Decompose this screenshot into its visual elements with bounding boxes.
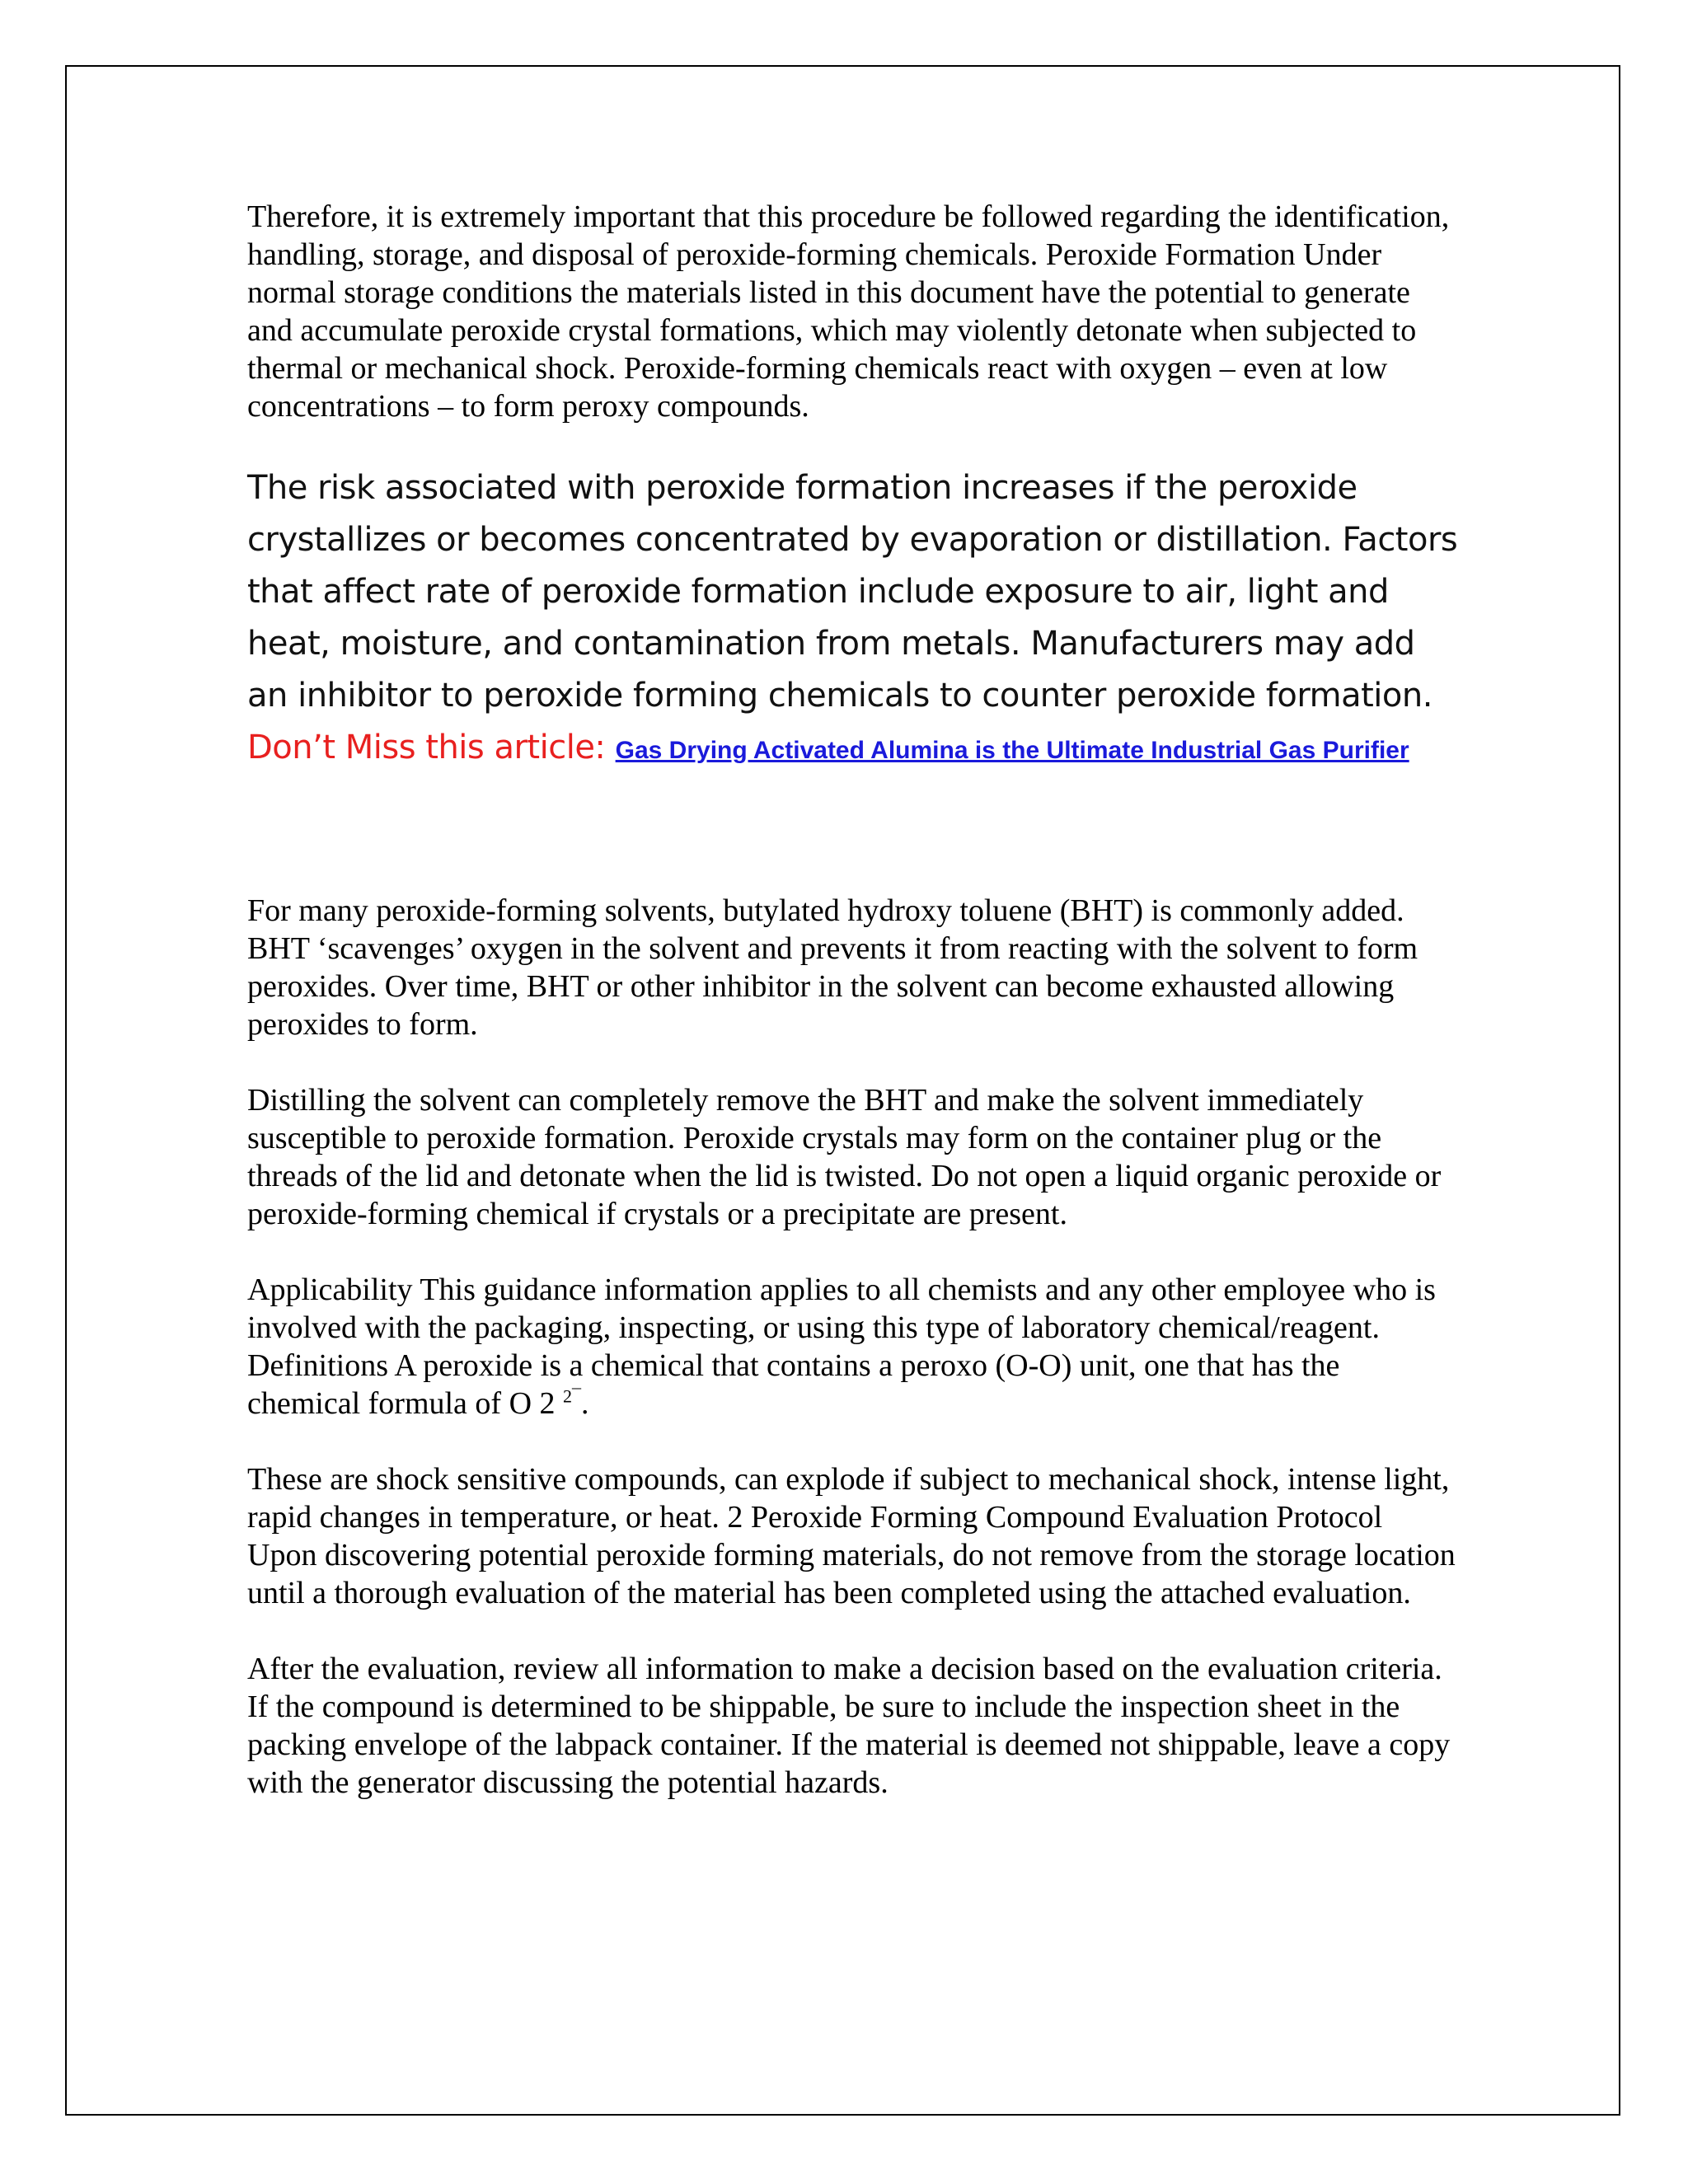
document-body bbox=[247, 198, 1459, 1802]
paragraph-shock-sensitive: These are shock sensitive compounds, can explode if subject to mechanical shock, intense light, rapid changes in temperature, or heat. 2 Peroxide Forming Compound Evaluation Protocol Upon discovering potential peroxide forming materials, do not remove from the storage location until a thorough evaluation of the material has been completed using the attached evaluation. bbox=[247, 1462, 1456, 1610]
paragraph-applicability bbox=[247, 1271, 1459, 1422]
risk-callout-text: The risk associated with peroxide formation increases if the peroxide crystallizes or becomes concentrated by evaporation or distillation. Factors that affect rate of peroxide formation include exposure to air, light and heat, moisture, and contamination from metals. Manufacturers may add an inhibitor to peroxide forming chemicals to counter peroxide formation. bbox=[247, 469, 1458, 715]
applicability-text: Applicability This guidance information applies to all chemists and any other employee who is involved with the packaging, inspecting, or using this type of laboratory chemical/reagent. Definitions A peroxide is a chemical that contains a peroxo (O-O) unit, one that has the chemical formula of O 2 bbox=[247, 1272, 1436, 1421]
charge-superscript: 2¯ bbox=[563, 1385, 582, 1407]
paragraph-risk-callout bbox=[247, 462, 1459, 774]
paragraph-after-evaluation: After the evaluation, review all information to make a decision based on the evaluation criteria. If the compound is determined to be shippable, be sure to include the inspection sheet in the packing envelope of the labpack container. If the material is deemed not shippable, leave a copy with the generator discussing the potential hazards. bbox=[247, 1652, 1451, 1800]
paragraph-peroxide-procedure: Therefore, it is extremely important that this procedure be followed regarding the identification, handling, storage, and disposal of peroxide-forming chemicals. Peroxide Formation Under normal storage conditions the materials listed in this document have the potential to generate and accumulate peroxide crystal formations, which may violently detonate when subjected to thermal or mechanical shock. Peroxide-forming chemicals react with oxygen – even at low concentrations – to form peroxy compounds. bbox=[247, 199, 1450, 424]
paragraph-distilling: Distilling the solvent can completely remove the BHT and make the solvent immediately susceptible to peroxide formation. Peroxide crystals may form on the container plug or the threads of the lid and detonate when the lid is twisted. Do not open a liquid organic peroxide or peroxide-forming chemical if crystals or a precipitate are present. bbox=[247, 1083, 1442, 1231]
article-link[interactable]: Gas Drying Activated Alumina is the Ultimate Industrial Gas Purifier bbox=[615, 737, 1409, 764]
applicability-end: . bbox=[581, 1386, 589, 1421]
paragraph-bht-inhibitor: For many peroxide-forming solvents, butylated hydroxy toluene (BHT) is commonly added. BHT ‘scavenges’ oxygen in the solvent and prevents it from reacting with the solvent to form peroxides. Over time, BHT or other inhibitor in the solvent can become exhausted allowing peroxides to form. bbox=[247, 893, 1418, 1042]
dont-miss-label: Don’t Miss this article: bbox=[247, 729, 616, 766]
